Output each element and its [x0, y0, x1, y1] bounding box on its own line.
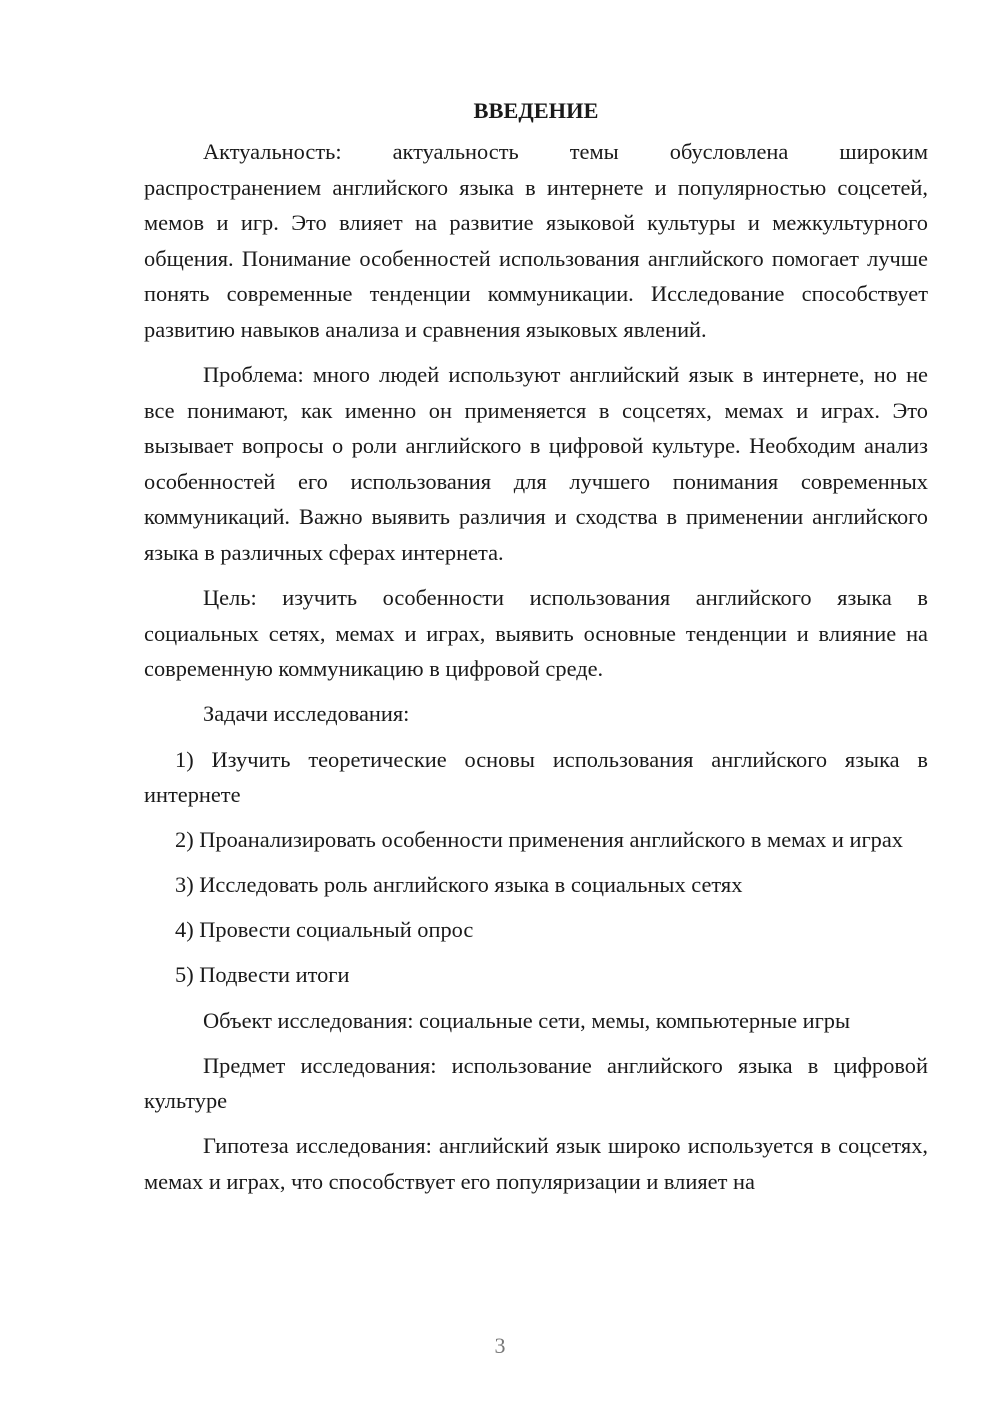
task-item: 1) Изучить теоретические основы использования английского языка в интернете	[144, 746, 928, 808]
paragraph-goal: Цель: изучить особенности использования английского языка в социальных сетях, мемах и играх, выявить основные тенденции и влияние на современную коммуникацию в цифровой среде.	[144, 585, 928, 682]
task-item: 5) Подвести итоги	[175, 962, 350, 988]
task-list	[144, 742, 928, 994]
paragraph-object: Объект исследования: социальные сети, мемы, компьютерные игры	[203, 1007, 851, 1033]
tasks-heading: Задачи исследования:	[203, 701, 410, 727]
task-item: 3) Исследовать роль английского языка в социальных сетях	[175, 872, 743, 898]
paragraph-relevance: Актуальность: актуальность темы обусловлена широким распространением английского языка в интернете и популярностью соцсетей, мемов и игр. Это влияет на развитие языковой культуры и межкультурного общения. Понимание особенностей использования английского помогает лучше понять современные тенденции коммуникации. Исследование способствует развитию навыков анализа и сравнения языковых явлений.	[144, 139, 928, 342]
section-title: ВВЕДЕНИЕ	[473, 98, 599, 123]
task-item: 4) Провести социальный опрос	[175, 917, 474, 943]
paragraph-subject: Предмет исследования: использование английского языка в цифровой культуре	[144, 1052, 928, 1114]
paragraph-hypothesis: Гипотеза исследования: английский язык широко используется в соцсетях, мемах и играх, что способствует его популяризации и влияет на	[144, 1133, 928, 1194]
document-page	[144, 96, 928, 1209]
task-item: 2) Проанализировать особенности применения английского в мемах и играх	[175, 827, 903, 853]
page-number: 3	[494, 1333, 506, 1358]
paragraph-problem: Проблема: много людей используют английский язык в интернете, но не все понимают, как именно он применяется в соцсетях, мемах и играх. Это вызывает вопросы о роли английского в цифровой культуре. Необходим анализ особенностей его использования для лучшего понимания современных коммуникаций. Важно выявить различия и сходства в применении английского языка в различных сферах интернета.	[144, 362, 928, 566]
